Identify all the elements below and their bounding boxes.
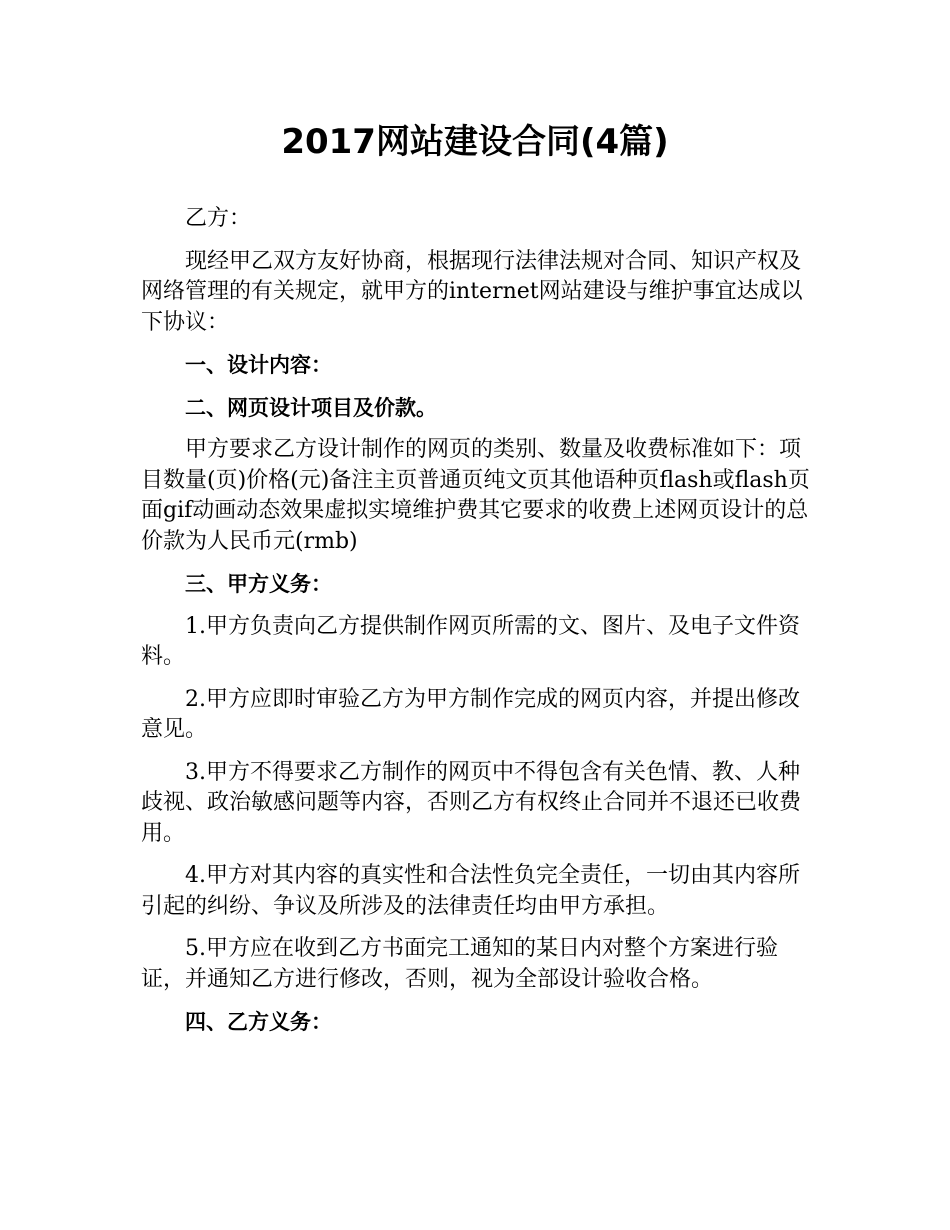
party-b-label: 乙方： — [185, 206, 252, 231]
party-a-duty-5: 5.甲方应在收到乙方书面完工通知的某日内对整个方案进行验证，并通知乙方进行修改，否则，视为全部设计验收合格。 — [141, 936, 778, 992]
preamble-paragraph: 现经甲乙双方友好协商，根据现行法律法规对合同、知识产权及网络管理的有关规定，就甲方的internet网站建设与维护事宜达成以下协议： — [141, 248, 803, 335]
party-a-duty-4: 4.甲方对其内容的真实性和合法性负完全责任，一切由其内容所引起的纠纷、争议及所涉及的法律责任均由甲方承担。 — [141, 863, 800, 919]
document-title: 2017网站建设合同(4篇) — [281, 122, 669, 162]
section-heading-party-a-duties: 三、甲方义务： — [185, 572, 332, 596]
document-body — [141, 204, 813, 1050]
party-a-duty-3: 3.甲方不得要求乙方制作的网页中不得包含有关色情、教、人种歧视、政治敏感问题等内容，否则乙方有权终止合同并不退还已收费用。 — [141, 759, 802, 846]
party-a-duty-2: 2.甲方应即时审验乙方为甲方制作完成的网页内容，并提出修改意见。 — [141, 686, 800, 742]
section-heading-party-b-duties: 四、乙方义务： — [185, 1010, 332, 1034]
pricing-paragraph: 甲方要求乙方设计制作的网页的类别、数量及收费标准如下：项目数量(页)价格(元)备注主页普通页纯文页其他语种页flash或flash页面gif动画动态效果虚拟实境维护费其它要求的收费上述网页设计的总价款为人民币元(rmb) — [141, 437, 810, 554]
section-heading-design-content: 一、设计内容： — [185, 353, 332, 377]
section-heading-items-and-price: 二、网页设计项目及价款。 — [185, 395, 437, 420]
party-a-duty-1: 1.甲方负责向乙方提供制作网页所需的文、图片、及电子文件资料。 — [141, 613, 800, 669]
